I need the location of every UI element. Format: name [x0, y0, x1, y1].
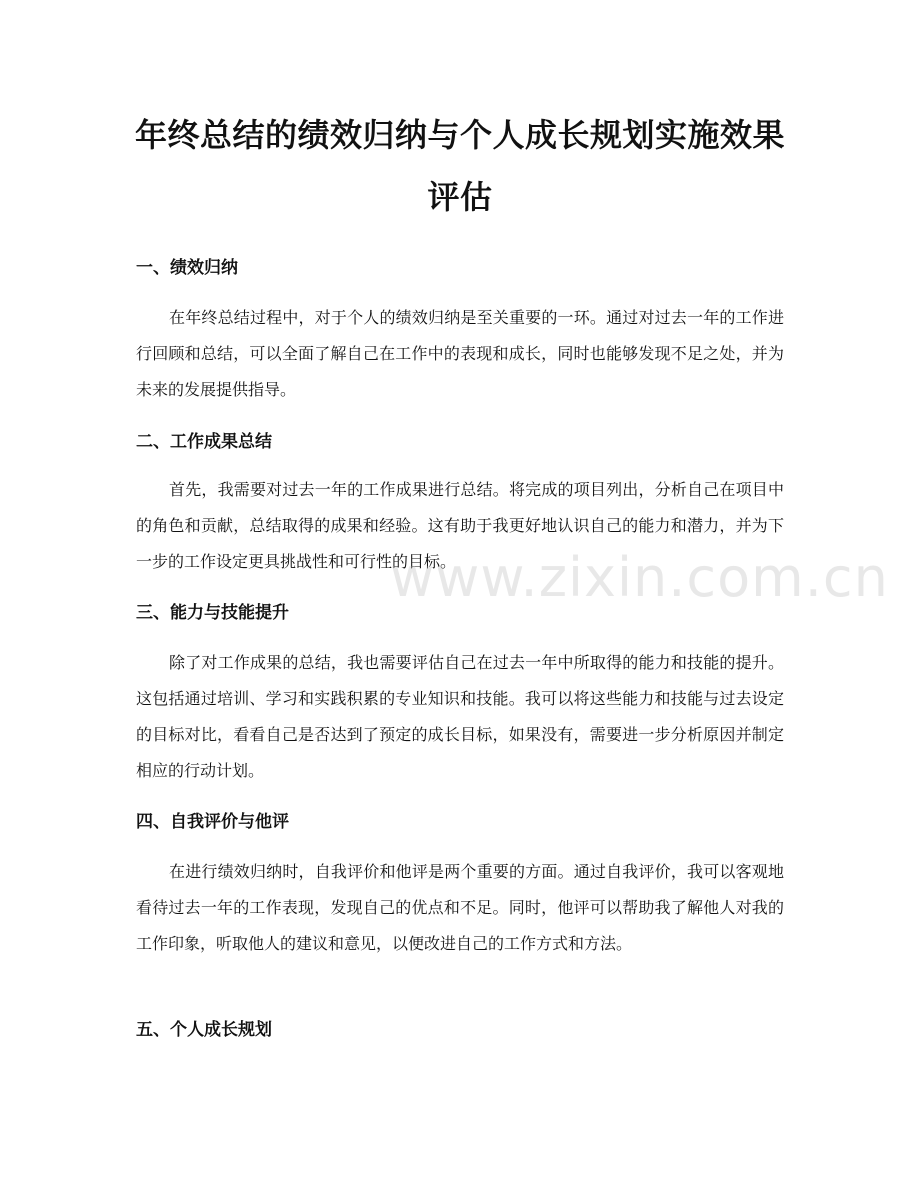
section-paragraph-2: 首先，我需要对过去一年的工作成果进行总结。将完成的项目列出，分析自己在项目中的角色和贡献，总结取得的成果和经验。这有助于我更好地认识自己的能力和潜力，并为下一步的工作设定更具挑战性和可行性的目标。: [136, 480, 784, 571]
section-paragraph-1: 在年终总结过程中，对于个人的绩效归纳是至关重要的一环。通过对过去一年的工作进行回顾和总结，可以全面了解自己在工作中的表现和成长，同时也能够发现不足之处，并为未来的发展提供指导。: [136, 308, 784, 399]
section-paragraph-4: 在进行绩效归纳时，自我评价和他评是两个重要的方面。通过自我评价，我可以客观地看待过去一年的工作表现，发现自己的优点和不足。同时，他评可以帮助我了解他人对我的工作印象，听取他人的建议和意见，以便改进自己的工作方式和方法。: [136, 862, 784, 953]
document-title: 年终总结的绩效归纳与个人成长规划实施效果评估: [134, 116, 785, 216]
watermark: www.zixin.com.cn: [390, 546, 889, 609]
section-heading-3: 三、能力与技能提升: [136, 603, 289, 623]
section-paragraph-3: 除了对工作成果的总结，我也需要评估自己在过去一年中所取得的能力和技能的提升。这包括通过培训、学习和实践积累的专业知识和技能。我可以将这些能力和技能与过去设定的目标对比，看看自己是否达到了预定的成长目标，如果没有，需要进一步分析原因并制定相应的行动计划。: [136, 653, 784, 780]
section-heading-4: 四、自我评价与他评: [136, 812, 289, 832]
section-heading-2: 二、工作成果总结: [136, 432, 272, 452]
section-heading-5: 五、个人成长规划: [136, 1020, 272, 1040]
section-heading-1: 一、绩效归纳: [136, 258, 238, 278]
